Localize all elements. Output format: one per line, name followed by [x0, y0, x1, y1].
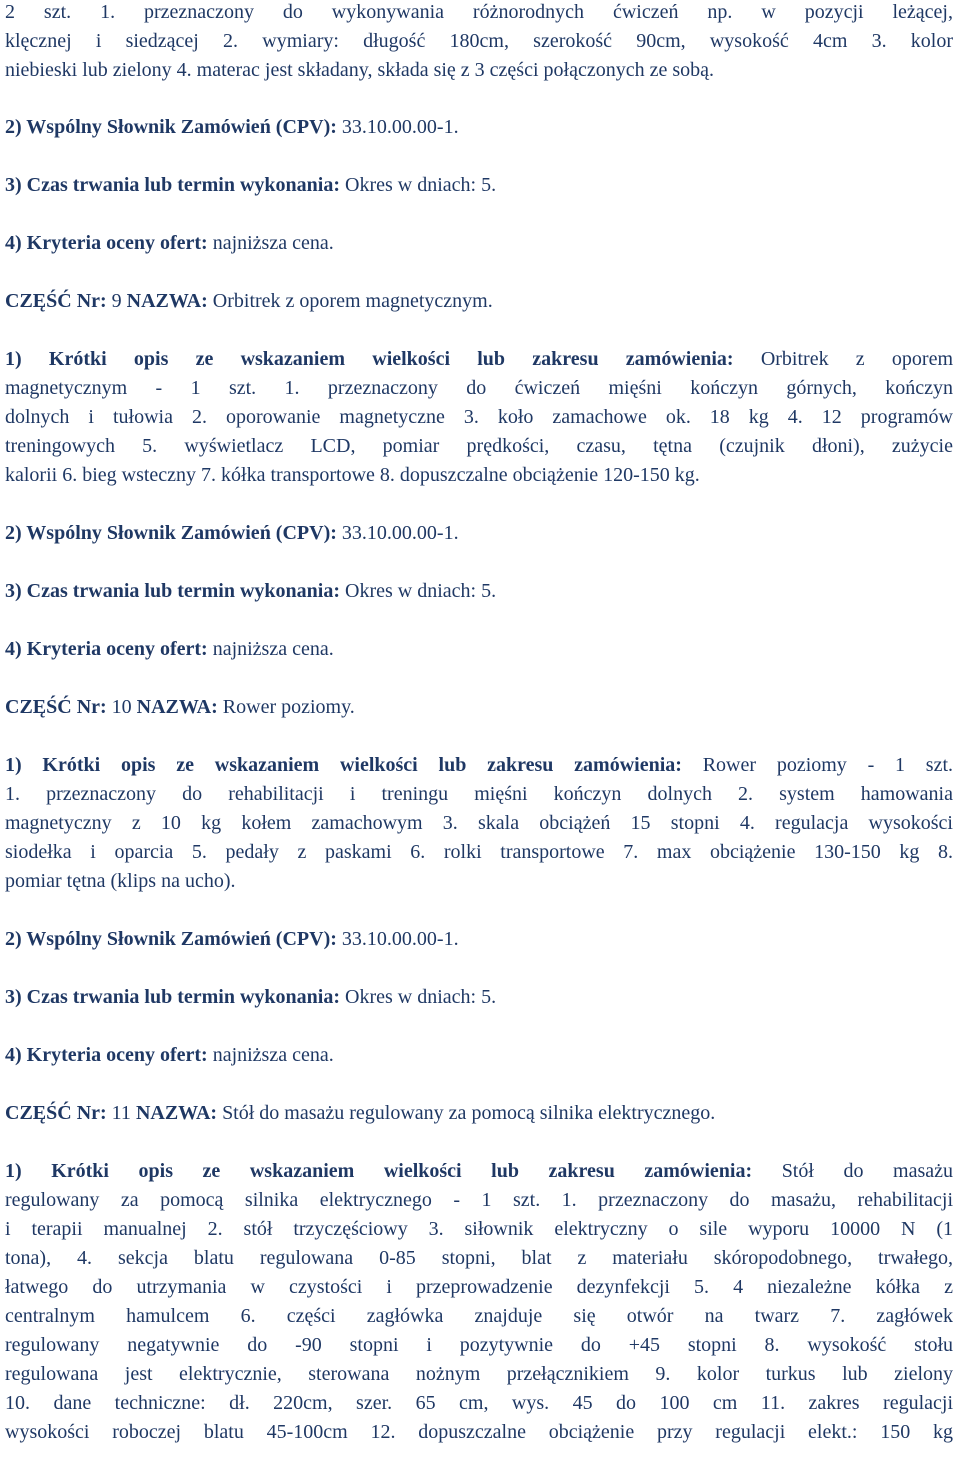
- part-name: Orbitrek z oporem magnetycznym.: [212, 290, 493, 312]
- description-line: dolnych i tułowia 2. oporowanie magnetyczne 3. koło zamachowe ok. 18 kg 4. 12 programów: [5, 406, 953, 428]
- description-text: Rower poziomy - 1 szt.: [702, 754, 954, 776]
- criteria-line: [5, 229, 334, 257]
- criteria-value: najniższa cena.: [212, 232, 334, 254]
- description-line: treningowych 5. wyświetlacz LCD, pomiar prędkości, czasu, tętna (czujnik dłoni), zużycie: [5, 435, 953, 457]
- cpv-line: [5, 519, 459, 547]
- cpv-value: 33.10.00.00-1.: [341, 116, 459, 138]
- duration-line: [5, 577, 496, 605]
- duration-label: 3) Czas trwania lub termin wykonania:: [5, 174, 341, 196]
- description-line: i terapii manualnej 2. stół trzyczęściowy 3. siłownik elektryczny o sile wyporu 10000 N (1: [5, 1218, 953, 1240]
- description-line: [5, 345, 953, 373]
- description-line: 10. dane techniczne: dł. 220cm, szer. 65 cm, wys. 45 do 100 cm 11. zakres regulacji: [5, 1392, 953, 1414]
- description-text: Stół do masażu: [781, 1160, 953, 1182]
- part-heading: [5, 693, 355, 721]
- part-number: 11: [111, 1102, 131, 1124]
- criteria-value: najniższa cena.: [212, 638, 334, 660]
- description-line: siodełka i oparcia 5. pedały z paskami 6. rolki transportowe 7. max obciążenie 130-150 kg 8.: [5, 841, 953, 863]
- cpv-label: 2) Wspólny Słownik Zamówień (CPV):: [5, 522, 337, 544]
- cpv-value: 33.10.00.00-1.: [341, 928, 459, 950]
- description-line: centralnym hamulcem 6. części zagłówka znajduje się otwór na twarz 7. zagłówek: [5, 1305, 953, 1327]
- description-line: magnetyczny z 10 kg kołem zamachowym 3. skala obciążeń 15 stopni 4. regulacja wysokości: [5, 812, 953, 834]
- cpv-label: 2) Wspólny Słownik Zamówień (CPV):: [5, 928, 337, 950]
- cpv-line: [5, 113, 459, 141]
- cpv-label: 2) Wspólny Słownik Zamówień (CPV):: [5, 116, 337, 138]
- duration-label: 3) Czas trwania lub termin wykonania:: [5, 986, 341, 1008]
- criteria-value: najniższa cena.: [212, 1044, 334, 1066]
- duration-value: Okres w dniach: 5.: [345, 986, 497, 1008]
- part-label: CZĘŚĆ Nr:: [5, 290, 107, 312]
- description-line: [5, 1157, 953, 1185]
- part-heading: [5, 1099, 715, 1127]
- duration-line: [5, 171, 496, 199]
- description-line: regulowany negatywnie do -90 stopni i pozytywnie do +45 stopni 8. wysokość stołu: [5, 1334, 953, 1356]
- description-label: 1) Krótki opis ze wskazaniem wielkości lub zakresu zamówienia:: [5, 754, 682, 776]
- description-line: wysokości roboczej blatu 45-100cm 12. dopuszczalne obciążenie przy regulacji elekt.: 150 kg: [5, 1421, 953, 1443]
- description-label: 1) Krótki opis ze wskazaniem wielkości lub zakresu zamówienia:: [5, 1160, 753, 1182]
- name-label: NAZWA:: [136, 696, 218, 718]
- part-label: CZĘŚĆ Nr:: [5, 1102, 107, 1124]
- description-line: kalorii 6. bieg wsteczny 7. kółka transportowe 8. dopuszczalne obciążenie 120-150 kg.: [5, 464, 700, 486]
- intro-line: klęcznej i siedzącej 2. wymiary: długość 180cm, szerokość 90cm, wysokość 4cm 3. kolor: [5, 30, 953, 52]
- duration-value: Okres w dniach: 5.: [345, 580, 497, 602]
- description-line: regulowany za pomocą silnika elektrycznego - 1 szt. 1. przeznaczony do masażu, rehabilitacji: [5, 1189, 953, 1211]
- description-line: tona), 4. sekcja blatu regulowana 0-85 stopni, blat z materiału skóropodobnego, trwałego,: [5, 1247, 953, 1269]
- duration-line: [5, 983, 496, 1011]
- criteria-label: 4) Kryteria oceny ofert:: [5, 638, 208, 660]
- description-line: pomiar tętna (klips na ucho).: [5, 870, 236, 892]
- part-heading: [5, 287, 493, 315]
- intro-line: niebieski lub zielony 4. materac jest składany, składa się z 3 części połączonych ze sobą.: [5, 59, 714, 81]
- name-label: NAZWA:: [135, 1102, 218, 1124]
- cpv-line: [5, 925, 459, 953]
- part-label: CZĘŚĆ Nr:: [5, 696, 107, 718]
- cpv-value: 33.10.00.00-1.: [341, 522, 459, 544]
- description-line: regulowana jest elektrycznie, sterowana nożnym przełącznikiem 9. kolor turkus lub zielony: [5, 1363, 953, 1385]
- description-line: 1. przeznaczony do rehabilitacji i treningu mięśni kończyn dolnych 2. system hamowania: [5, 783, 953, 805]
- criteria-label: 4) Kryteria oceny ofert:: [5, 232, 208, 254]
- description-line: [5, 751, 953, 779]
- description-line: magnetycznym - 1 szt. 1. przeznaczony do ćwiczeń mięśni kończyn górnych, kończyn: [5, 377, 953, 399]
- part-number: 10: [111, 696, 132, 718]
- duration-value: Okres w dniach: 5.: [345, 174, 497, 196]
- description-line: łatwego do utrzymania w czystości i przeprowadzenie dezynfekcji 5. 4 niezależne kółka z: [5, 1276, 953, 1298]
- part-name: Rower poziomy.: [222, 696, 355, 718]
- description-label: 1) Krótki opis ze wskazaniem wielkości lub zakresu zamówienia:: [5, 348, 734, 370]
- criteria-line: [5, 635, 334, 663]
- description-text: Orbitrek z oporem: [760, 348, 953, 370]
- part-number: 9: [111, 290, 122, 312]
- criteria-label: 4) Kryteria oceny ofert:: [5, 1044, 208, 1066]
- part-name: Stół do masażu regulowany za pomocą silnika elektrycznego.: [222, 1102, 716, 1124]
- criteria-line: [5, 1041, 334, 1069]
- duration-label: 3) Czas trwania lub termin wykonania:: [5, 580, 341, 602]
- intro-line: 2 szt. 1. przeznaczony do wykonywania różnorodnych ćwiczeń np. w pozycji leżącej,: [5, 1, 953, 23]
- name-label: NAZWA:: [126, 290, 208, 312]
